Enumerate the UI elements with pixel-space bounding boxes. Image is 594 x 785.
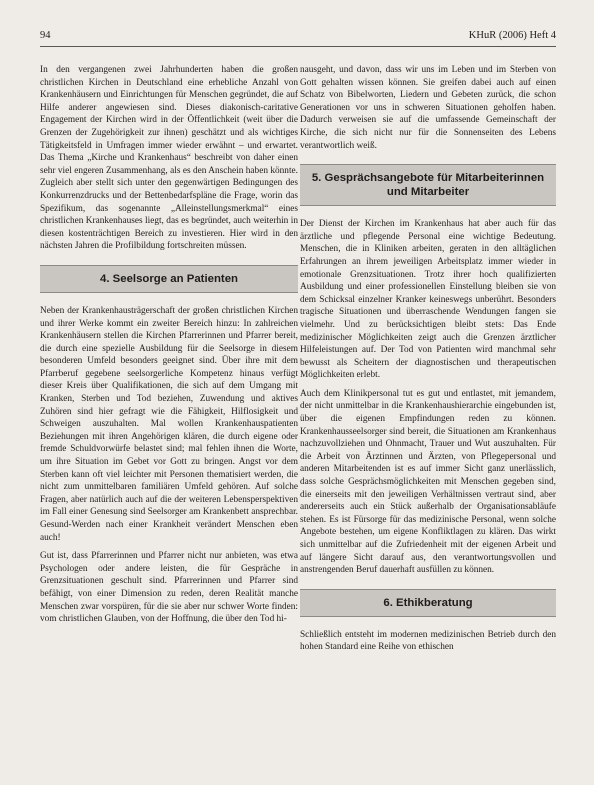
section-heading-4: 4. Seelsorge an Patienten [40, 265, 298, 293]
page-number: 94 [40, 30, 51, 41]
paragraph: Auch dem Klinikpersonal tut es gut und entlastet, mit jemandem, der nicht unmittelbar in die Krankenhaushierarchie eingebunden ist, über die eigenen Empfindungen reden zu können. Krankenhausseelsorger sind bereit, die Situationen am Krankenhaus nachzuvollziehen und Ohnmacht, Trauer und Wut auszuhalten. Für die Arbeit von Ärztinnen und Ärzten, von Pflegepersonal und anderen Mitarbeitenden ist es auf immer Sicht ganz unerlässlich, dass solche Gesprächsmöglichkeiten mit Menschen gegeben sind, die einerseits mit den jeweiligen Verhältnissen vertraut sind, aber andererseits auch ein Stück außerhalb der Organisationsabläufe stehen. Es ist Fürsorge für das medizinische Personal, wenn solche Angebote bestehen, um eigene Konfliktlagen zu klären. Das wirkt sich unmittelbar auf die Zufriedenheit mit der eigenen Arbeit und auf längere Sicht darauf aus, den verantwortungsvollen und anstrengenden Beruf dauerhaft ausfüllen zu können. [300, 388, 556, 576]
right-column [300, 64, 556, 654]
paragraph: Gut ist, dass Pfarrerinnen und Pfarrer nicht nur anbieten, was etwa Psychologen oder andere leisten, die für Gespräche in Grenzsituationen geschult sind. Pfarrerinnen und Pfarrer sind befähigt, von einer Dimension zu reden, deren Realität manche Menschen zwar vorspüren, für die sie aber nur schwer Worte finden: vom christlichen Glauben, von der Hoffnung, die über den Tod hi- [40, 551, 298, 625]
paragraph: Der Dienst der Kirchen im Krankenhaus hat aber auch für das ärztliche und pflegende Personal eine wichtige Bedeutung. Menschen, die in Kliniken arbeiten, geraten in den alltäglichen Erfahrungen an ihrem jeweiligen Arbeitsplatz immer wieder in emotionale Grenzsituationen. Trotz ihrer hoch qualifizierten Ausbildung und einer professionellen Einstellung bleiben sie von dem Schicksal einzelner Kranker keineswegs unberührt. Besonders tragische Situationen und überraschende Wendungen fangen sie vielmehr. Und zu berücksichtigen bleibt stets: Das Ende medizinischer Möglichkeiten zeigt auch die Grenzen ärztlicher Hilfeleistungen auf. Der Tod von Patienten wird manchmal sehr bewusst als Scheitern der diagnostischen und therapeutischen Möglichkeiten erlebt. [300, 219, 556, 381]
running-head [40, 30, 556, 47]
section-heading-5: 5. Gesprächsangebote für Mitarbeiterinnen und Mitarbeiter [300, 164, 556, 206]
paragraph: In den vergangenen zwei Jahrhunderten haben die großen christlichen Kirchen in Deutschland eine erhebliche Anzahl von Krankenhäusern und Einrichtungen für Menschen gegründet, die auf Hilfe anderer angewiesen sind. Dieses diakonisch-caritative Engagement der Kirchen wird in der Öffentlichkeit (weit über die Grenzen der Zugehörigkeit zur ihnen) geschätzt und als wichtiges Tätigkeitsfeld in Umfragen immer wieder erwähnt – und erwartet. Das Thema „Kirche und Krankenhaus“ beschreibt von daher einen sehr viel engeren Zusammenhang, als es den Anschein haben könnte. Zugleich aber stellt sich unter den gegenwärtigen Bedingungen des Konkurrenzdrucks und der Bettenbedarfspläne die Frage, worin das Spezifikum, das sogenannte „Alleinstellungsmerkmal“ eines christlichen Krankenhauses liegt, das es begründet, auch weiterhin in diesen kostenträchtigen Bereich zu investieren. Hier wird in den nächsten Jahren die Profilbildung fortschreiten müssen. [40, 65, 298, 252]
paragraph: nausgeht, und davon, dass wir uns im Leben und im Sterben von Gott gehalten wissen können. Sie greifen dabei auch auf einen Schatz von Bibelworten, Liedern und Gebeten zurück, die schon Generationen vor uns in schweren Situationen geholfen haben. Dadurch verweisen sie auf die umfassende Gemeinschaft der Kirche, die sich nicht nur für die Sonnenseiten des Lebens verantwortlich weiß. [300, 65, 556, 151]
journal-title: KHuR (2006) Heft 4 [468, 30, 556, 41]
left-column [40, 64, 298, 626]
paragraph: Schließlich entsteht im modernen medizinischen Betrieb durch den hohen Standard eine Reihe von ethischen [300, 629, 556, 653]
paragraph: Neben der Krankenhausträgerschaft der großen christlichen Kirchen und ihrer Werke kommt ein zweiter Bereich hinzu: In zahlreichen Krankenhäusern stellen die Kirchen Pfarrerinnen und Pfarrer bereit, die durch eine spezielle Ausbildung für die Seelsorge in diesem besonderen Umfeld besonders geeignet sind. Über ihre mit dem Pfarrberuf gegebene seelsorgerliche Kompetenz hinaus verfügt dieser Kreis über Qualifikationen, die sich auf dem Umgang mit Kranken, Sterben und Tod beziehen, Zuwendung und aktives Zuhören sind hier gefragt wie die Fähigkeit, Hilflosigkeit und Schweigen auszuhalten. Mal wollen Krankenhauspatienten Beziehungen mit ihren Angehörigen klären, die durch eigene oder fremde Schuldvorwürfe belastet sind; mal fehlen ihnen die Worte, um ihre Situation im Gebet vor Gott zu bringen. Angst vor dem Sterben kann oft viel leichter mit Personen thematisiert werden, die nicht zum unmittelbaren familiären Umfeld gehören. Auf solche Fragen, aber natürlich auch auf die der weiteren Lebensperspektiven im Fall einer Genesung sind Seelsorger am Krankenbett ansprechbar. Gesund-Werden nach einer Krankheit verändert Menschen eben auch! [40, 305, 298, 543]
section-heading-6: 6. Ethikberatung [300, 589, 556, 617]
